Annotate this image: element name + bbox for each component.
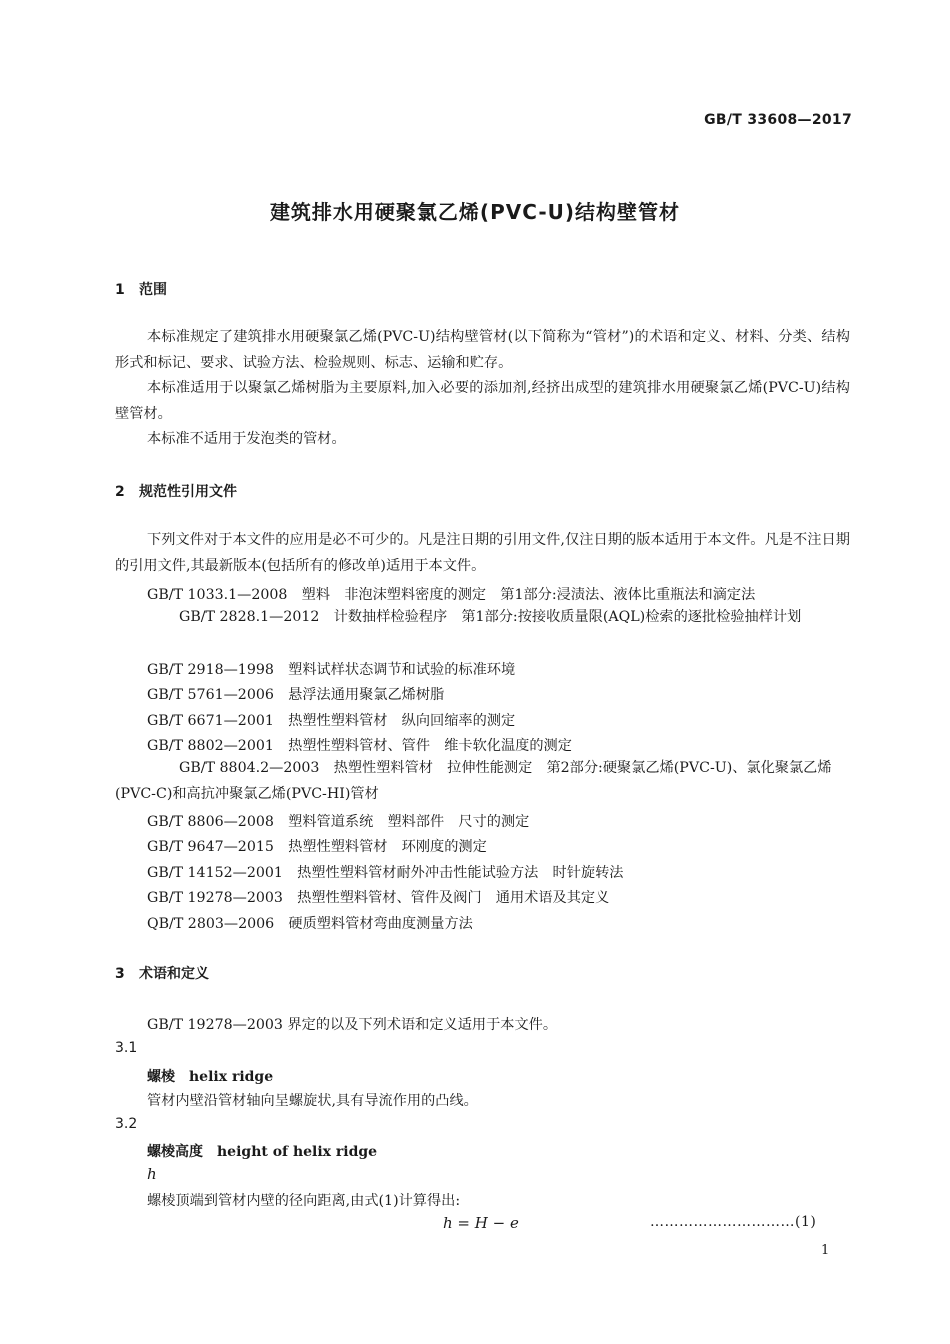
section-1-paragraph: 本标准不适用于发泡类的管材。 xyxy=(147,431,346,447)
term-number: 3.2 xyxy=(115,1116,138,1132)
section-1-paragraph: 本标准规定了建筑排水用硬聚氯乙烯(PVC-U)结构壁管材(以下简称为“管材”)的术语和定义、材料、分类、结构形式和标记、要求、试验方法、检验规则、标志、运输和贮存。 xyxy=(115,329,850,371)
reference-item xyxy=(147,836,487,856)
reference-title: 硬质塑料管材弯曲度测量方法 xyxy=(288,916,473,932)
page-number: 1 xyxy=(821,1243,830,1258)
reference-code: GB/T 19278—2003 xyxy=(147,890,283,906)
term-definition: 管材内壁沿管材轴向呈螺旋状,具有导流作用的凸线。 xyxy=(147,1093,478,1109)
reference-title: 塑料 非泡沫塑料密度的测定 第1部分:浸渍法、液体比重瓶法和滴定法 xyxy=(301,587,756,603)
term-label xyxy=(147,1141,377,1161)
reference-item xyxy=(147,913,473,933)
section-title: 范围 xyxy=(139,282,167,298)
reference-code: GB/T 8806—2008 xyxy=(147,814,274,830)
reference-item xyxy=(147,684,444,704)
reference-title: 塑料试样状态调节和试验的标准环境 xyxy=(288,662,516,678)
term-english: height of helix ridge xyxy=(217,1144,378,1160)
reference-item xyxy=(147,811,529,831)
term-label xyxy=(147,1066,273,1086)
reference-item xyxy=(147,710,515,730)
reference-code: GB/T 14152—2001 xyxy=(147,865,283,881)
term-english: helix ridge xyxy=(189,1069,274,1085)
reference-code: QB/T 2803—2006 xyxy=(147,916,275,932)
reference-item xyxy=(147,735,572,755)
reference-title: 热塑性塑料管材 纵向回缩率的测定 xyxy=(288,713,516,729)
term-chinese: 螺棱 xyxy=(147,1069,175,1085)
reference-item xyxy=(147,584,755,604)
reference-item xyxy=(115,605,850,631)
reference-code: GB/T 8802—2001 xyxy=(147,738,274,754)
section-number: 2 xyxy=(115,484,125,500)
reference-code: GB/T 2918—1998 xyxy=(147,662,274,678)
document-title: 建筑排水用硬聚氯乙烯(PVC-U)结构壁管材 xyxy=(269,200,681,224)
formula-number: …………………………(1) xyxy=(650,1214,817,1230)
section-number: 3 xyxy=(115,966,125,982)
section-2-intro: 下列文件对于本文件的应用是必不可少的。凡是注日期的引用文件,仅注日期的版本适用于本文件。凡是不注日期的引用文件,其最新版本(包括所有的修改单)适用于本文件。 xyxy=(115,532,850,574)
reference-title: 热塑性塑料管材、管件 维卡软化温度的测定 xyxy=(288,738,572,754)
term-number: 3.1 xyxy=(115,1040,138,1056)
reference-code: GB/T 9647—2015 xyxy=(147,839,274,855)
reference-title: 热塑性塑料管材 拉伸性能测定 第2部分:硬聚氯乙烯(PVC-U)、氯化聚氯乙烯(PVC-C)和高抗冲聚氯乙烯(PVC-HI)管材 xyxy=(115,760,832,802)
section-2-heading xyxy=(115,481,237,501)
reference-title: 塑料管道系统 塑料部件 尺寸的测定 xyxy=(288,814,530,830)
section-3-intro: GB/T 19278—2003 界定的以及下列术语和定义适用于本文件。 xyxy=(147,1017,558,1033)
term-chinese: 螺棱高度 xyxy=(147,1144,203,1160)
term-symbol: h xyxy=(147,1165,157,1183)
reference-item xyxy=(115,756,850,807)
reference-code: GB/T 8804.2—2003 xyxy=(179,760,320,776)
reference-code: GB/T 2828.1—2012 xyxy=(179,609,320,625)
section-1-heading xyxy=(115,279,167,299)
standard-code: GB/T 33608—2017 xyxy=(704,112,852,128)
reference-title: 热塑性塑料管材、管件及阀门 通用术语及其定义 xyxy=(297,890,610,906)
section-number: 1 xyxy=(115,282,125,298)
section-3-heading xyxy=(115,963,209,983)
section-title: 规范性引用文件 xyxy=(139,484,237,500)
section-1-paragraph: 本标准适用于以聚氯乙烯树脂为主要原料,加入必要的添加剂,经挤出成型的建筑排水用硬聚氯乙烯(PVC-U)结构壁管材。 xyxy=(115,380,850,422)
reference-code: GB/T 6671—2001 xyxy=(147,713,274,729)
reference-code: GB/T 5761—2006 xyxy=(147,687,274,703)
reference-title: 热塑性塑料管材耐外冲击性能试验方法 时针旋转法 xyxy=(297,865,624,881)
reference-title: 计数抽样检验程序 第1部分:按接收质量限(AQL)检索的逐批检验抽样计划 xyxy=(333,609,802,625)
reference-item xyxy=(147,862,623,882)
reference-item xyxy=(147,887,609,907)
reference-title: 悬浮法通用聚氯乙烯树脂 xyxy=(288,687,445,703)
formula-expression: h = H − e xyxy=(443,1214,519,1232)
reference-code: GB/T 1033.1—2008 xyxy=(147,587,288,603)
reference-title: 热塑性塑料管材 环刚度的测定 xyxy=(288,839,487,855)
term-definition: 螺棱顶端到管材内壁的径向距离,由式(1)计算得出: xyxy=(147,1193,461,1209)
reference-item xyxy=(147,659,515,679)
section-title: 术语和定义 xyxy=(139,966,209,982)
